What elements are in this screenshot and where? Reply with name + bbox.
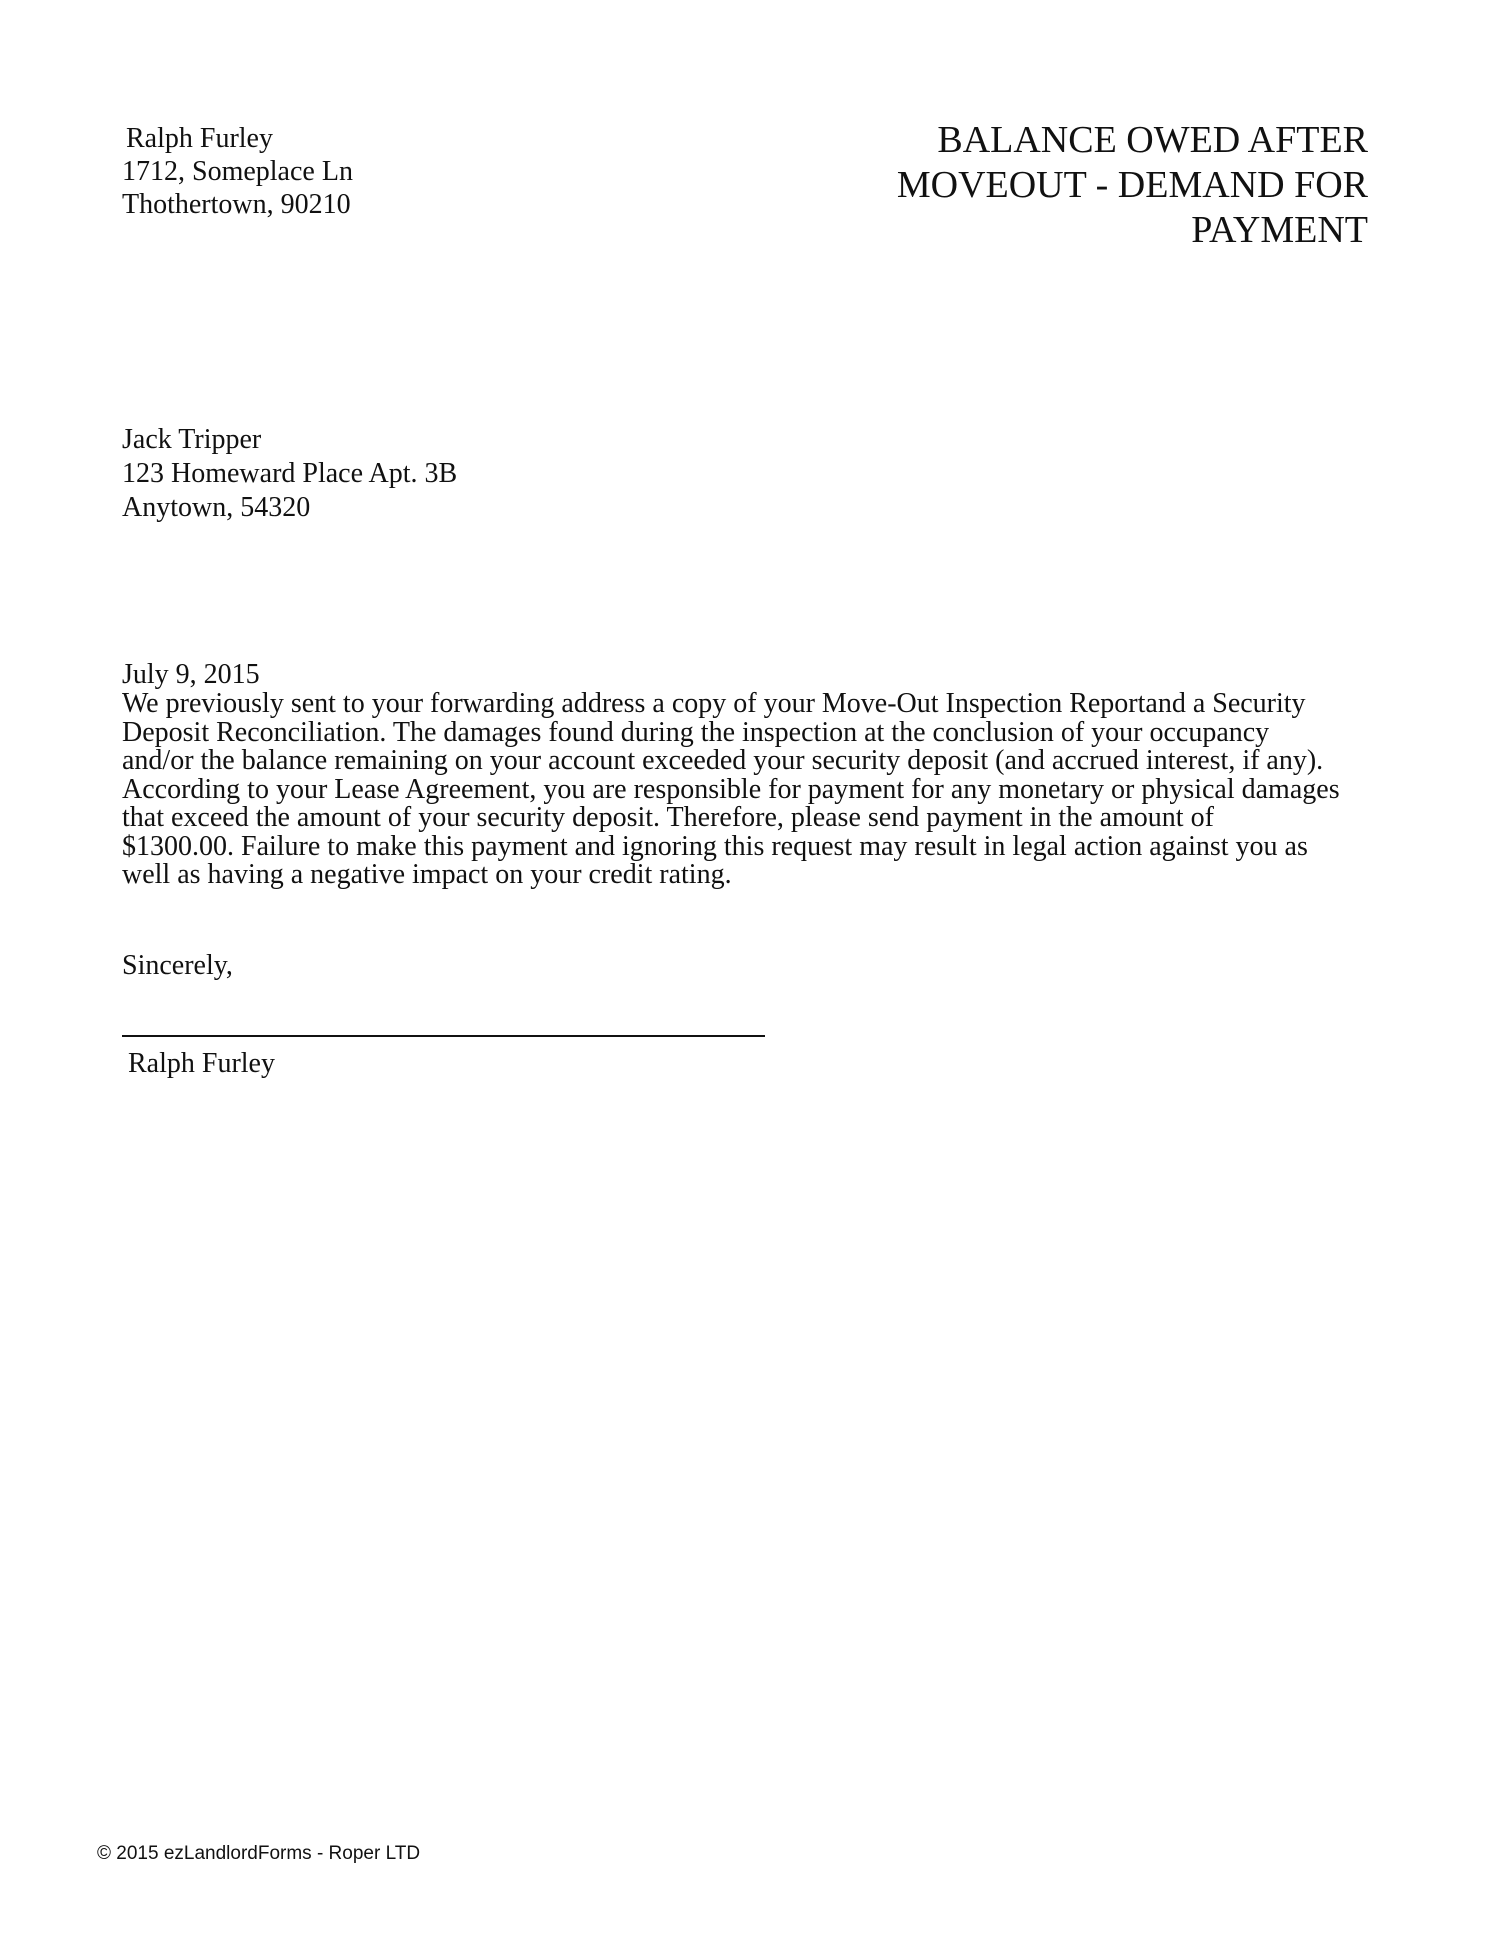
- letter-date: July 9, 2015: [122, 659, 260, 690]
- title-line-3: PAYMENT: [1191, 209, 1368, 251]
- body-line: well as having a negative impact on your credit rating.: [122, 859, 732, 890]
- recipient-address: [122, 423, 457, 525]
- closing-salutation: Sincerely,: [122, 950, 233, 981]
- body-line: $1300.00. Failure to make this payment and ignoring this request may result in legal action against you as: [122, 830, 1308, 862]
- body-line: that exceed the amount of your security deposit. Therefore, please send payment in the amount of: [122, 802, 1214, 833]
- sender-address: [122, 122, 353, 221]
- copyright-footer: © 2015 ezLandlordForms - Roper LTD: [97, 1843, 421, 1864]
- body-line: According to your Lease Agreement, you are responsible for payment for any monetary or physical damages: [122, 773, 1340, 805]
- letter-body: [122, 690, 1382, 890]
- sender-city: Thothertown, 90210: [122, 189, 351, 220]
- body-line: Deposit Reconciliation. The damages found during the inspection at the conclusion of your occupancy: [122, 716, 1270, 748]
- signature-line: [122, 1035, 765, 1037]
- sender-name: Ralph Furley: [126, 123, 273, 154]
- body-line: and/or the balance remaining on your account exceeded your security deposit (and accrued interest, if any).: [122, 745, 1324, 776]
- signer-name: Ralph Furley: [128, 1048, 275, 1079]
- sender-street: 1712, Someplace Ln: [122, 156, 353, 187]
- recipient-name: Jack Tripper: [122, 424, 262, 455]
- recipient-city: Anytown, 54320: [122, 492, 311, 523]
- body-line: We previously sent to your forwarding address a copy of your Move-Out Inspection Reportand a Security: [122, 688, 1306, 719]
- recipient-street: 123 Homeward Place Apt. 3B: [122, 458, 458, 489]
- title-line-2: MOVEOUT - DEMAND FOR: [896, 164, 1368, 206]
- title-line-1: BALANCE OWED AFTER: [937, 119, 1368, 161]
- letter-title: [808, 118, 1368, 253]
